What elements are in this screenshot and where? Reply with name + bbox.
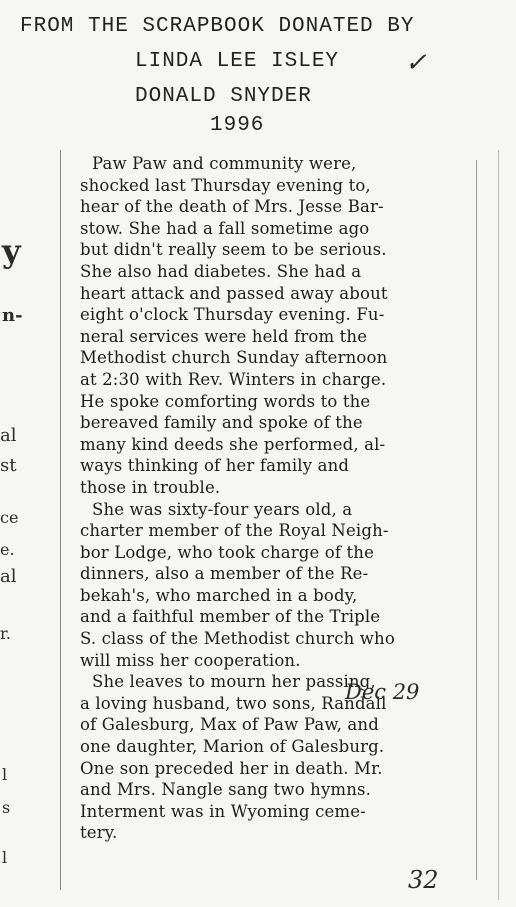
margin-fragment: e. bbox=[0, 540, 15, 559]
article-line: eight o'clock Thursday evening. Fu- bbox=[80, 305, 385, 325]
handwritten-date-note: Dec 29 bbox=[345, 680, 420, 704]
article-line: dinners, also a member of the Re- bbox=[80, 564, 369, 584]
article-line: One son preceded her in death. Mr. bbox=[80, 758, 383, 778]
margin-fragment: st bbox=[0, 455, 17, 476]
margin-fragment: s bbox=[2, 798, 11, 817]
article-line: bor Lodge, who took charge of the bbox=[80, 542, 374, 562]
article-line: at 2:30 with Rev. Winters in charge. bbox=[80, 369, 387, 389]
article-line: She leaves to mourn her passing, bbox=[92, 672, 376, 692]
article-line: and Mrs. Nangle sang two hymns. bbox=[80, 780, 372, 800]
handwritten-page-number: 32 bbox=[408, 866, 439, 894]
obituary-article bbox=[80, 153, 472, 844]
donor-name-1: LINDA LEE ISLEY bbox=[135, 50, 340, 73]
article-line: will miss her cooperation. bbox=[80, 650, 301, 670]
margin-fragment: l bbox=[2, 848, 8, 867]
article-line: She also had diabetes. She had a bbox=[80, 261, 362, 281]
handwritten-check-mark: ✓ bbox=[405, 48, 427, 78]
article-line: heart attack and passed away about bbox=[80, 283, 388, 303]
margin-fragment: n- bbox=[2, 305, 23, 326]
column-rule-right bbox=[476, 160, 477, 880]
article-line: He spoke comforting words to the bbox=[80, 391, 371, 411]
column-rule-far-right bbox=[498, 150, 499, 900]
article-line: bekah's, who marched in a body, bbox=[80, 585, 358, 605]
margin-fragment: al bbox=[0, 566, 17, 587]
article-line: but didn't really seem to be serious. bbox=[80, 240, 387, 260]
article-line: Interment was in Wyoming ceme- bbox=[80, 801, 366, 821]
article-line: one daughter, Marion of Galesburg. bbox=[80, 737, 385, 757]
margin-fragment: r. bbox=[0, 624, 11, 643]
article-line: tery. bbox=[80, 823, 118, 843]
article-line: of Galesburg, Max of Paw Paw, and bbox=[80, 715, 379, 735]
margin-fragment: l bbox=[2, 765, 8, 784]
article-line: stow. She had a fall sometime ago bbox=[80, 218, 370, 238]
article-line: She was sixty-four years old, a bbox=[92, 499, 353, 519]
margin-fragment: ce bbox=[0, 508, 19, 527]
article-line: a loving husband, two sons, Randall bbox=[80, 693, 387, 713]
donation-year: 1996 bbox=[210, 114, 265, 137]
scrapbook-header-line1: FROM THE SCRAPBOOK DONATED BY bbox=[20, 15, 415, 38]
donor-name-2: DONALD SNYDER bbox=[135, 85, 312, 108]
margin-fragment: y bbox=[2, 232, 21, 270]
article-line: ways thinking of her family and bbox=[80, 456, 350, 476]
article-line: bereaved family and spoke of the bbox=[80, 413, 363, 433]
article-line: neral services were held from the bbox=[80, 326, 368, 346]
article-line: and a faithful member of the Triple bbox=[80, 607, 381, 627]
article-line: many kind deeds she performed, al- bbox=[80, 434, 386, 454]
article-line: shocked last Thursday evening to, bbox=[80, 175, 371, 195]
article-line: those in trouble. bbox=[80, 477, 221, 497]
article-line: Paw Paw and community were, bbox=[92, 154, 357, 173]
article-line: Methodist church Sunday afternoon bbox=[80, 348, 388, 368]
margin-fragment: al bbox=[0, 425, 17, 446]
article-line: hear of the death of Mrs. Jesse Bar- bbox=[80, 197, 384, 217]
article-line: S. class of the Methodist church who bbox=[80, 629, 395, 649]
article-line: charter member of the Royal Neigh- bbox=[80, 521, 389, 541]
column-rule-left bbox=[60, 150, 61, 890]
